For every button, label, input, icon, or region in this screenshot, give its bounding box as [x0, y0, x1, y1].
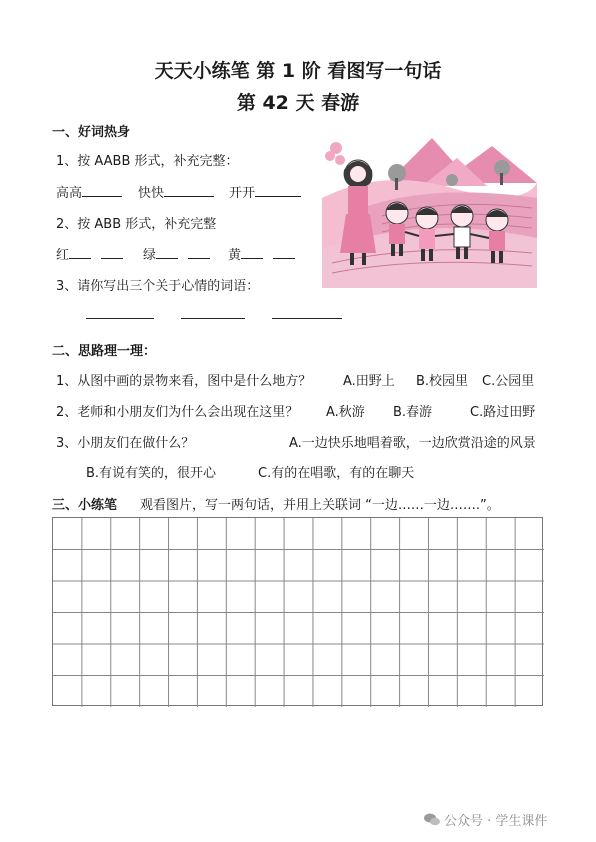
s2-q2-option-c: C.路过田野	[470, 405, 536, 420]
spring-outing-illustration	[322, 128, 537, 288]
page-title: 天天小练笔 第 1 阶 看图写一句话	[154, 60, 442, 82]
s1-q2-item-1: 红	[56, 244, 123, 263]
page-subtitle: 第 42 天 春游	[236, 92, 360, 114]
s1-q2-item-2: 绿	[143, 244, 210, 263]
s1-q1-item-2: 快快	[138, 182, 214, 201]
s2-question-2: 2、老师和小朋友们为什么会出现在这里？	[56, 405, 299, 420]
s2-question-1: 1、从图中画的景物来看，图中是什么地方？	[56, 374, 312, 389]
s2-q3-option-a: A.一边快乐地唱着歌，一边欣赏沿途的风景	[289, 436, 536, 451]
s2-q1-option-c: C.公园里	[482, 374, 535, 389]
s1-q1-item-3: 开开	[229, 182, 301, 201]
s1-q2-item-3: 黄	[228, 244, 295, 263]
watermark	[424, 810, 547, 830]
writing-grid[interactable]	[52, 517, 543, 706]
section3-instruction: 观看图片，写一两句话，并用上关联词 “一边……一边…….”。	[140, 498, 500, 513]
s1-question-1: 1、按 AABB 形式，补充完整：	[56, 154, 239, 169]
section3-heading: 三、小练笔	[52, 498, 118, 513]
answer-line-2	[181, 318, 245, 319]
s1-question-2: 2、按 ABB 形式，补充完整	[56, 217, 217, 232]
s1-q1-item-1: 高高	[56, 182, 122, 201]
wechat-icon	[424, 813, 440, 830]
watermark-text: 公众号 · 学生课件	[444, 814, 548, 829]
s2-question-3: 3、小朋友们在做什么？	[56, 436, 195, 451]
s1-question-3: 3、请你写出三个关于心情的词语：	[56, 279, 260, 294]
answer-line-3	[272, 318, 342, 319]
section1-heading: 一、好词热身	[52, 125, 131, 140]
s2-q2-option-a: A.秋游	[326, 405, 365, 420]
s2-q1-option-a: A.田野上	[343, 374, 395, 389]
answer-line-1	[86, 318, 154, 319]
s2-q3-option-c: C.有的在唱歌，有的在聊天	[258, 466, 415, 481]
section2-heading: 二、思路理一理：	[52, 344, 157, 359]
s2-q3-option-b: B.有说有笑的，很开心	[86, 466, 217, 481]
s2-q1-option-b: B.校园里	[416, 374, 469, 389]
s2-q2-option-b: B.春游	[393, 405, 433, 420]
